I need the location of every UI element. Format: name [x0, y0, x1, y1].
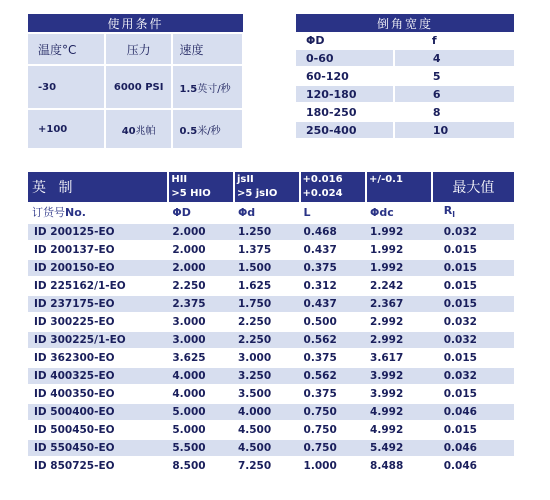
chamfer-title-row	[296, 14, 514, 32]
outer-diameter-cell: 2.000	[168, 259, 234, 277]
length-cell: 0.375	[300, 385, 367, 403]
radius-max-cell: 0.032	[432, 313, 514, 331]
outer-diameter-cell: 2.000	[168, 223, 234, 241]
radius-max-cell: 0.046	[432, 439, 514, 457]
f-header: f	[431, 33, 437, 47]
imperial-header: 英 制	[32, 180, 77, 196]
tolerance-line: HII	[171, 174, 188, 185]
dc-diameter-cell: 5.492	[366, 439, 432, 457]
temperature-header: 温度°C	[28, 33, 105, 65]
inner-diameter-cell: 3.500	[234, 385, 300, 403]
order-number-cell: ID 237175-EO	[28, 295, 168, 313]
tolerance-header-row	[28, 172, 514, 202]
dc-diameter-cell: 2.992	[366, 331, 432, 349]
conditions-title: 使用条件	[107, 16, 164, 31]
order-number-cell: ID 362300-EO	[28, 349, 168, 367]
tolerance-header	[366, 172, 432, 202]
outer-diameter-cell: 2.250	[168, 277, 234, 295]
radius-subscript: l	[452, 210, 455, 220]
table-row	[28, 385, 514, 403]
length-cell: 0.437	[300, 241, 367, 259]
speed-header: 速度	[172, 33, 243, 65]
dc-diameter-header: Φdc	[370, 205, 394, 219]
diameter-range: 250-400	[296, 121, 394, 138]
conditions-title-row	[28, 14, 243, 33]
inner-diameter-cell: 1.750	[234, 295, 300, 313]
chamfer-f-value: 8	[394, 103, 514, 121]
outer-diameter-cell: 3.000	[168, 331, 234, 349]
order-number-cell: ID 850725-EO	[28, 457, 168, 474]
temperature-value: -30	[28, 65, 105, 109]
speed-number: 1.5	[179, 83, 198, 95]
radius-label: R	[443, 204, 453, 218]
dc-diameter-cell: 1.992	[366, 241, 432, 259]
dimensions-rows	[28, 223, 514, 474]
inner-diameter-cell: 1.250	[234, 223, 300, 241]
table-row	[28, 439, 514, 457]
radius-max-cell: 0.046	[432, 403, 514, 421]
outer-diameter-cell: 5.000	[168, 403, 234, 421]
conditions-row	[28, 109, 243, 148]
inner-diameter-cell: 1.500	[234, 259, 300, 277]
length-cell: 1.000	[300, 457, 367, 474]
tolerance-header	[300, 172, 367, 202]
length-cell: 0.750	[300, 421, 367, 439]
inner-diameter-cell: 2.250	[234, 313, 300, 331]
tolerance-line: >5 jsIO	[236, 188, 278, 199]
pressure-value	[105, 109, 173, 148]
table-row	[28, 457, 514, 474]
radius-header	[432, 202, 514, 223]
table-row	[28, 259, 514, 277]
length-cell: 0.437	[300, 295, 367, 313]
chamfer-title: 倒角宽度	[376, 16, 433, 31]
length-cell: 0.750	[300, 439, 367, 457]
chamfer-f-value: 6	[394, 85, 514, 103]
table-row	[28, 403, 514, 421]
order-number-suffix: No.	[65, 206, 86, 219]
pressure-value: 6000 PSI	[105, 65, 173, 109]
speed-unit: 英寸/秒	[197, 83, 231, 95]
radius-max-cell: 0.015	[432, 295, 514, 313]
dc-diameter-cell: 3.617	[366, 349, 432, 367]
outer-diameter-cell: 5.000	[168, 421, 234, 439]
chamfer-f-value: 10	[394, 121, 514, 138]
tolerance-line: +0.016	[302, 174, 343, 185]
inner-diameter-cell: 1.625	[234, 277, 300, 295]
inner-diameter-cell: 4.500	[234, 421, 300, 439]
chamfer-row	[296, 103, 514, 121]
chamfer-header-row	[296, 32, 514, 49]
diameter-range: 60-120	[296, 67, 394, 85]
operating-conditions-table	[28, 14, 244, 148]
outer-diameter-cell: 3.625	[168, 349, 234, 367]
diameter-range: 0-60	[296, 49, 394, 67]
speed-unit: 米/秒	[197, 125, 221, 137]
order-number-label: 订货号	[32, 206, 65, 219]
radius-max-cell: 0.015	[432, 241, 514, 259]
diameter-range: 180-250	[296, 103, 394, 121]
conditions-row	[28, 65, 243, 109]
dc-diameter-cell: 1.992	[366, 223, 432, 241]
chamfer-width-table	[296, 14, 514, 138]
order-number-cell: ID 300225/1-EO	[28, 331, 168, 349]
speed-number: 0.5	[179, 125, 198, 137]
radius-max-cell: 0.032	[432, 223, 514, 241]
chamfer-row	[296, 67, 514, 85]
max-value-header: 最大值	[432, 172, 514, 202]
speed-value	[172, 65, 243, 109]
outer-diameter-cell: 2.375	[168, 295, 234, 313]
length-cell: 0.562	[300, 367, 367, 385]
outer-diameter-cell: 2.000	[168, 241, 234, 259]
speed-value	[172, 109, 243, 148]
order-number-cell: ID 500400-EO	[28, 403, 168, 421]
conditions-header-row	[28, 33, 243, 65]
table-row	[28, 295, 514, 313]
inner-diameter-cell: 7.250	[234, 457, 300, 474]
order-number-cell: ID 200137-EO	[28, 241, 168, 259]
length-cell: 0.312	[300, 277, 367, 295]
outer-diameter-header: ΦD	[172, 205, 191, 219]
radius-max-cell: 0.015	[432, 259, 514, 277]
order-number-cell: ID 300225-EO	[28, 313, 168, 331]
temperature-value: +100	[28, 109, 105, 148]
chamfer-row	[296, 49, 514, 67]
length-cell: 0.562	[300, 331, 367, 349]
tolerance-line: jsII	[236, 174, 254, 185]
dc-diameter-cell: 2.367	[366, 295, 432, 313]
inner-diameter-cell: 3.000	[234, 349, 300, 367]
dc-diameter-cell: 3.992	[366, 385, 432, 403]
tolerance-line: +/-0.1	[369, 174, 403, 185]
radius-max-cell: 0.015	[432, 277, 514, 295]
inner-diameter-cell: 3.250	[234, 367, 300, 385]
length-cell: 0.468	[300, 223, 367, 241]
order-number-cell: ID 500450-EO	[28, 421, 168, 439]
tolerance-header	[234, 172, 300, 202]
dc-diameter-cell: 4.992	[366, 403, 432, 421]
radius-max-cell: 0.015	[432, 421, 514, 439]
order-number-cell: ID 400325-EO	[28, 367, 168, 385]
pressure-unit: 兆帕	[135, 125, 156, 137]
diameter-header: ΦD	[306, 33, 325, 47]
inner-diameter-cell: 1.375	[234, 241, 300, 259]
chamfer-row	[296, 121, 514, 138]
pressure-number: 40	[121, 125, 136, 137]
order-number-cell: ID 200150-EO	[28, 259, 168, 277]
dc-diameter-cell: 2.242	[366, 277, 432, 295]
outer-diameter-cell: 4.000	[168, 367, 234, 385]
pressure-header: 压力	[105, 33, 173, 65]
table-row	[28, 331, 514, 349]
tolerance-header	[168, 172, 234, 202]
radius-max-cell: 0.032	[432, 367, 514, 385]
outer-diameter-cell: 8.500	[168, 457, 234, 474]
dc-diameter-cell: 8.488	[366, 457, 432, 474]
order-number-cell: ID 400350-EO	[28, 385, 168, 403]
radius-max-cell: 0.046	[432, 457, 514, 474]
inner-diameter-cell: 4.000	[234, 403, 300, 421]
length-cell: 0.375	[300, 259, 367, 277]
inner-diameter-cell: 2.250	[234, 331, 300, 349]
radius-max-cell: 0.032	[432, 331, 514, 349]
table-row	[28, 241, 514, 259]
length-cell: 0.500	[300, 313, 367, 331]
table-row	[28, 313, 514, 331]
table-row	[28, 349, 514, 367]
table-row	[28, 223, 514, 241]
chamfer-row	[296, 85, 514, 103]
inner-diameter-header: Φd	[237, 205, 256, 219]
inner-diameter-cell: 4.500	[234, 439, 300, 457]
seal-dimensions-table	[28, 172, 514, 474]
chamfer-f-value: 4	[394, 49, 514, 67]
radius-max-cell: 0.015	[432, 385, 514, 403]
order-number-cell: ID 225162/1-EO	[28, 277, 168, 295]
outer-diameter-cell: 5.500	[168, 439, 234, 457]
dc-diameter-cell: 4.992	[366, 421, 432, 439]
tolerance-line: +0.024	[302, 188, 343, 199]
table-row	[28, 421, 514, 439]
table-row	[28, 367, 514, 385]
chamfer-f-value: 5	[394, 67, 514, 85]
order-number-cell: ID 200125-EO	[28, 223, 168, 241]
tolerance-line: >5 HIO	[171, 188, 211, 199]
diameter-range: 120-180	[296, 85, 394, 103]
radius-max-cell: 0.015	[432, 349, 514, 367]
length-cell: 0.375	[300, 349, 367, 367]
dc-diameter-cell: 2.992	[366, 313, 432, 331]
length-cell: 0.750	[300, 403, 367, 421]
outer-diameter-cell: 4.000	[168, 385, 234, 403]
dc-diameter-cell: 3.992	[366, 367, 432, 385]
column-header-row	[28, 202, 514, 223]
outer-diameter-cell: 3.000	[168, 313, 234, 331]
table-row	[28, 277, 514, 295]
dc-diameter-cell: 1.992	[366, 259, 432, 277]
order-number-header	[28, 202, 168, 223]
length-header: L	[303, 205, 311, 219]
order-number-cell: ID 550450-EO	[28, 439, 168, 457]
